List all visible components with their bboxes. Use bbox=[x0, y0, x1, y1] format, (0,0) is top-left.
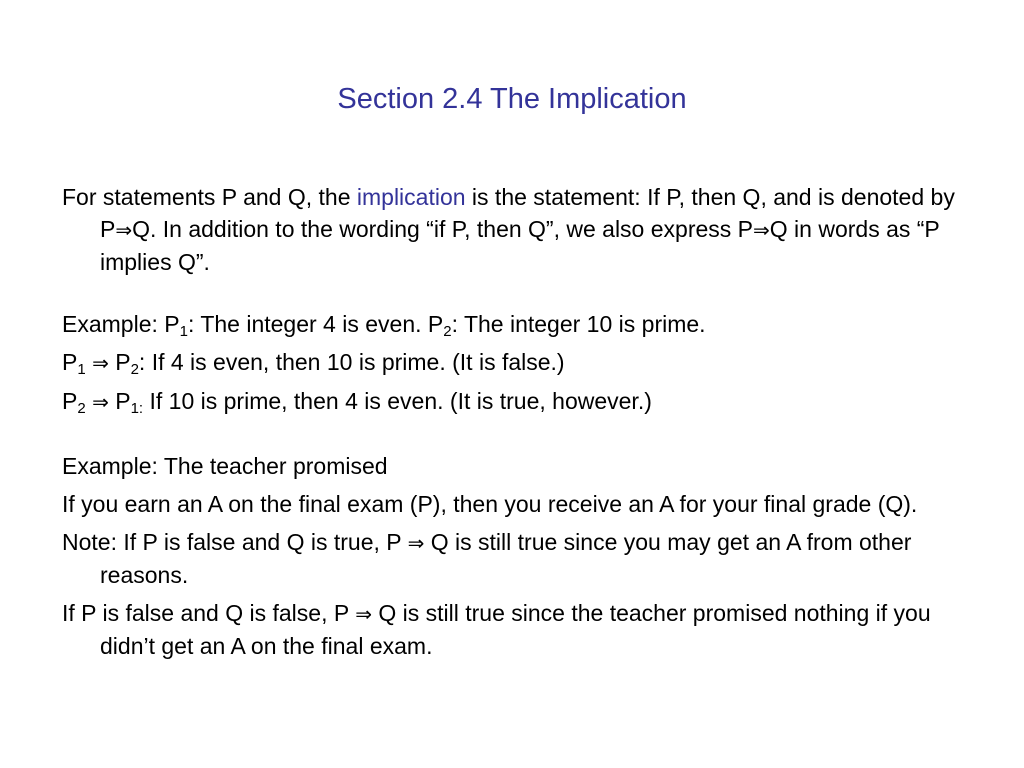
implication-term: implication bbox=[356, 184, 466, 210]
subscript: 2 bbox=[443, 323, 452, 340]
definition-text-3: Q. In addition to the wording “if P, then Q”, we also express P bbox=[132, 216, 754, 242]
example2-false-false bbox=[62, 597, 972, 662]
subscript: 2 bbox=[77, 400, 86, 417]
example2-intro: Example: The teacher promised bbox=[62, 453, 388, 479]
example1-text: P bbox=[108, 388, 131, 414]
definition-text-1: For statements P and Q, the bbox=[62, 184, 357, 210]
definition-text-4: Q in words as “P implies Q”. bbox=[100, 216, 940, 275]
note-text: Note: If P is false and Q is true, P bbox=[62, 529, 408, 555]
implies-symbol: ⇒ bbox=[92, 351, 109, 375]
example1-text: Example: P bbox=[62, 311, 180, 337]
subscript: 1: bbox=[130, 400, 144, 417]
slide-body bbox=[62, 181, 972, 662]
example1-p1-implies-p2 bbox=[62, 346, 972, 379]
subscript: 1 bbox=[77, 361, 86, 378]
example1-text: P bbox=[62, 349, 78, 375]
definition-text-2: is the statement: If P, then Q, and is denoted by P bbox=[100, 184, 955, 242]
example1-text: : The integer 4 is even. P bbox=[187, 311, 444, 337]
implies-symbol: ⇒ bbox=[355, 602, 372, 626]
final-text: If P is false and Q is false, P bbox=[62, 600, 356, 626]
example1-text: : The integer 10 is prime. bbox=[451, 311, 706, 337]
final-text: Q is still true since the teacher promised nothing if you didn’t get an A on the final exam. bbox=[100, 600, 931, 659]
example1-text: P bbox=[108, 349, 131, 375]
example2-note bbox=[62, 526, 972, 591]
example1-statements bbox=[62, 308, 972, 340]
definition-paragraph bbox=[62, 181, 972, 278]
implies-symbol: ⇒ bbox=[115, 218, 133, 242]
slide-title: Section 2.4 The Implication bbox=[337, 83, 687, 115]
implies-symbol: ⇒ bbox=[407, 531, 425, 555]
implies-symbol: ⇒ bbox=[753, 218, 770, 242]
implies-symbol: ⇒ bbox=[92, 390, 109, 414]
example1-p2-implies-p1 bbox=[62, 385, 972, 418]
subscript: 2 bbox=[130, 361, 139, 378]
example2-promise: If you earn an A on the final exam (P), then you receive an A for your final grade (Q). bbox=[62, 491, 918, 517]
example1-text: : If 4 is even, then 10 is prime. (It is false.) bbox=[138, 349, 565, 375]
subscript: 1 bbox=[179, 323, 188, 340]
example1-text: P bbox=[62, 388, 78, 414]
example1-text: If 10 is prime, then 4 is even. (It is true, however.) bbox=[143, 388, 652, 414]
note-text: Q is still true since you may get an A from other reasons. bbox=[100, 529, 912, 588]
